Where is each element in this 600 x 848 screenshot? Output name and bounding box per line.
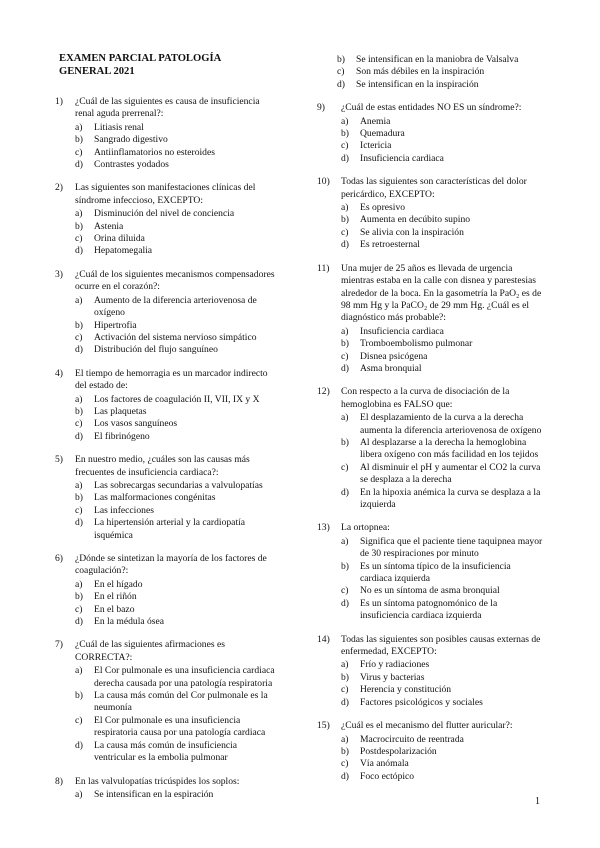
question-text: Todas las siguientes son posibles causas externas de enfermedad, EXCEPTO:	[341, 633, 541, 658]
question-body	[75, 96, 280, 171]
answer-option	[75, 505, 280, 517]
answer-option	[341, 128, 545, 140]
answer-option	[337, 79, 545, 91]
option-text: En el hígado	[94, 578, 143, 590]
option-text: En el bazo	[94, 603, 135, 615]
option-letter: b)	[341, 436, 349, 448]
answer-option	[75, 517, 280, 542]
answer-option	[75, 665, 280, 690]
option-letter: a)	[341, 325, 349, 337]
question-text: En las valvulopatías tricúspides los soplos:	[75, 775, 240, 787]
answer-option	[75, 740, 280, 765]
question-body	[341, 634, 545, 709]
question-item	[317, 54, 545, 91]
option-text: Antiinflamatorios no esteroides	[94, 146, 215, 158]
question-body	[337, 54, 545, 91]
option-text: Insuficiencia cardiaca	[360, 152, 444, 164]
option-letter: c)	[75, 331, 83, 343]
option-letter: a)	[75, 788, 83, 800]
option-text: Es opresivo	[360, 202, 406, 214]
answer-option	[75, 616, 280, 628]
option-letter: c)	[75, 146, 83, 158]
option-text: Es un síntoma típico de la insuficiencia cardiaca izquierda	[360, 560, 511, 585]
option-text: Quemadura	[360, 128, 405, 140]
option-text: Sangrado digestivo	[94, 134, 168, 146]
option-text: Litiasis renal	[94, 121, 144, 133]
option-text: Herencia y constitución	[360, 684, 452, 696]
answer-option	[75, 159, 280, 171]
answer-option	[341, 326, 545, 338]
answer-option	[75, 431, 280, 443]
option-text: El Cor pulmonale es una insuficiencia respiratoria causa por una patología cardiaca	[94, 714, 266, 739]
answer-option	[341, 412, 545, 437]
question-number: 4)	[55, 367, 63, 379]
option-letter: c)	[75, 233, 83, 245]
option-text: En el riñón	[94, 591, 137, 603]
option-text: Aumenta en decúbito supino	[360, 214, 471, 226]
question-text: ¿Dónde se sintetizan la mayoría de los factores de coagulación?:	[75, 553, 267, 577]
option-letter: c)	[341, 461, 349, 473]
answer-option	[341, 659, 545, 671]
right-question-list	[317, 54, 545, 783]
answer-option	[341, 771, 545, 783]
question-item	[55, 269, 280, 357]
answer-option	[341, 561, 545, 586]
option-letter: d)	[75, 430, 83, 442]
option-text: Disnea psicógena	[360, 350, 428, 362]
question-item	[317, 386, 545, 511]
option-letter: b)	[75, 492, 83, 504]
option-text: Los vasos sanguíneos	[94, 418, 178, 430]
answer-option	[341, 351, 545, 363]
option-text: Las malformaciones congénitas	[94, 492, 216, 504]
question-number: 2)	[55, 182, 63, 194]
answer-option	[341, 758, 545, 770]
answer-option	[337, 66, 545, 78]
option-letter: b)	[75, 591, 83, 603]
option-text: Ictericia	[360, 140, 392, 152]
option-text: Postdespolarización	[360, 745, 437, 757]
question-body	[341, 522, 545, 622]
answer-option	[341, 202, 545, 214]
question-item	[317, 263, 545, 376]
question-text: ¿Cuál es el mecanismo del flutter auricular?:	[341, 720, 513, 732]
question-number: 10)	[317, 176, 330, 188]
question-body	[75, 182, 280, 257]
answer-option	[341, 214, 545, 226]
option-letter: b)	[341, 214, 349, 226]
question-text: La ortopnea:	[341, 522, 390, 534]
answer-option	[75, 690, 280, 715]
exam-title-line1: EXAMEN PARCIAL PATOLOGÍA	[59, 53, 222, 64]
question-body	[341, 386, 545, 511]
question-body	[75, 454, 280, 542]
answer-option	[75, 789, 280, 801]
option-letter: c)	[341, 585, 349, 597]
answer-option	[341, 684, 545, 696]
option-text: Se alivia con la inspiración	[360, 226, 464, 238]
answer-option	[75, 604, 280, 616]
option-text: El fibrinógeno	[94, 430, 150, 442]
answer-option	[75, 418, 280, 430]
option-text: En la médula ósea	[94, 616, 165, 628]
answer-option	[75, 221, 280, 233]
answer-option	[75, 134, 280, 146]
option-letter: d)	[341, 239, 349, 251]
option-letter: c)	[75, 714, 83, 726]
option-letter: b)	[341, 338, 349, 350]
option-text: Son más débiles en la inspiración	[356, 66, 485, 78]
question-text: Con respecto a la curva de disociación de la hemoglobina es FALSO que:	[341, 386, 510, 410]
left-question-list	[55, 96, 280, 801]
option-text: Orina diluida	[94, 233, 145, 245]
answer-option	[75, 344, 280, 356]
option-letter: c)	[341, 758, 349, 770]
option-letter: d)	[75, 517, 83, 529]
question-text: ¿Cuál de las siguientes afirmaciones es CORRECTA?:	[75, 639, 225, 663]
question-item	[55, 182, 280, 257]
question-item	[55, 368, 280, 443]
question-number	[317, 54, 337, 91]
answer-option	[341, 363, 545, 375]
question-body	[75, 776, 280, 802]
question-text: ¿Cuál de las siguientes es causa de insuficiencia renal aguda prerrenal?:	[75, 96, 260, 120]
question-text: ¿Cuál de estas entidades NO ES un síndrome?:	[341, 102, 522, 114]
option-letter: a)	[75, 578, 83, 590]
option-text: Asma bronquial	[360, 362, 422, 374]
option-letter: b)	[75, 405, 83, 417]
option-text: Macrocircuito de reentrada	[360, 733, 464, 745]
option-text: Se intensifican en la inspiración	[356, 78, 479, 90]
option-letter: b)	[341, 671, 349, 683]
question-body	[75, 639, 280, 764]
answer-option	[337, 54, 545, 66]
question-number: 14)	[317, 633, 330, 645]
option-text: Vía anómala	[360, 758, 409, 770]
option-letter: b)	[75, 220, 83, 232]
exam-title-line2: GENERAL 2021	[59, 66, 135, 77]
question-item	[55, 776, 280, 802]
question-text: Una mujer de 25 años es llevada de urgencia mientras estaba en la calle con disnea y parestesias alrededor de la boca. En la gasometría la PaO₂ es de 98 mm Hg y la PaCO₂ de 29 mm Hg. ¿Cuál es el diagnóstico más probable?:	[341, 262, 542, 324]
option-letter: d)	[75, 344, 83, 356]
option-text: El Cor pulmonale es una insuficiencia cardiaca derecha causada por una patología respiratoria	[94, 665, 275, 689]
question-body	[341, 102, 545, 165]
option-letter: a)	[341, 659, 349, 671]
answer-option	[341, 338, 545, 350]
option-text: Contrastes yodados	[94, 159, 169, 171]
question-text: En nuestro medio, ¿cuáles son las causas más frecuentes de insuficiencia cardiaca?:	[75, 454, 250, 478]
option-text: Anemia	[360, 115, 391, 127]
option-text: Se intensifican en la espiración	[94, 788, 214, 800]
option-letter: a)	[341, 202, 349, 214]
option-text: Hepatomegalia	[94, 245, 153, 257]
option-text: Las sobrecargas secundarias a valvulopatías	[94, 479, 263, 491]
option-text: Hipertrofia	[94, 319, 137, 331]
answer-option	[341, 437, 545, 462]
option-letter: d)	[341, 597, 349, 609]
question-number: 9)	[317, 102, 325, 114]
answer-option	[341, 672, 545, 684]
option-text: Al desplazarse a la derecha la hemoglobina libera oxígeno con más facilidad en los tejidos	[360, 436, 539, 461]
option-text: Distribución del flujo sanguíneo	[94, 344, 218, 356]
question-body	[341, 263, 545, 376]
question-number: 15)	[317, 720, 330, 732]
option-letter: d)	[341, 486, 349, 498]
option-text: La hipertensión arterial y la cardiopatía isquémica	[94, 517, 246, 541]
answer-option	[75, 394, 280, 406]
option-letter: c)	[341, 350, 349, 362]
question-number: 11)	[317, 262, 330, 274]
option-letter: a)	[341, 115, 349, 127]
question-item	[55, 639, 280, 764]
option-text: Insuficiencia cardiaca	[360, 325, 444, 337]
answer-option	[75, 147, 280, 159]
option-text: Es retroesternal	[360, 239, 420, 251]
option-letter: b)	[75, 319, 83, 331]
question-item	[317, 102, 545, 165]
question-text: ¿Cuál de los siguientes mecanismos compensadores ocurre en el corazón?:	[75, 268, 275, 293]
option-text: Las infecciones	[94, 504, 154, 516]
option-letter: d)	[75, 245, 83, 257]
option-letter: b)	[341, 560, 349, 572]
question-body	[341, 720, 545, 783]
option-letter: c)	[341, 140, 349, 152]
answer-option	[75, 245, 280, 257]
option-letter: b)	[337, 54, 345, 65]
answer-option	[75, 715, 280, 740]
question-body	[75, 368, 280, 443]
question-body	[75, 553, 280, 628]
option-letter: d)	[75, 739, 83, 751]
question-number: 3)	[55, 268, 63, 280]
answer-option	[341, 153, 545, 165]
option-text: Virus y bacterias	[360, 671, 425, 683]
option-letter: a)	[75, 208, 83, 220]
answer-option	[341, 734, 545, 746]
option-text: Las plaquetas	[94, 405, 147, 417]
question-number: 7)	[55, 639, 63, 651]
answer-option	[341, 227, 545, 239]
option-letter: d)	[337, 78, 345, 90]
left-column	[55, 52, 280, 812]
option-letter: a)	[75, 665, 83, 677]
option-letter: d)	[75, 616, 83, 628]
option-letter: d)	[75, 159, 83, 171]
option-text: Astenia	[94, 220, 124, 232]
answer-option	[341, 697, 545, 709]
option-letter: d)	[341, 362, 349, 374]
option-letter: a)	[341, 412, 349, 424]
question-body	[75, 269, 280, 357]
option-letter: b)	[341, 745, 349, 757]
question-number: 12)	[317, 386, 330, 398]
option-text: Disminución del nivel de conciencia	[94, 208, 235, 220]
option-text: Es un síntoma patognomónico de la insuficiencia cardiaca izquierda	[360, 597, 498, 622]
option-text: Al disminuir el pH y aumentar el CO2 la curva se desplaza a la derecha	[360, 461, 541, 486]
exam-title	[59, 52, 280, 78]
question-text: Las siguientes son manifestaciones clínicas del síndrome infeccioso, EXCEPTO:	[75, 182, 256, 206]
option-letter: c)	[341, 684, 349, 696]
option-text: Activación del sistema nervioso simpático	[94, 331, 257, 343]
option-letter: d)	[341, 696, 349, 708]
answer-option	[75, 406, 280, 418]
answer-option	[341, 585, 545, 597]
option-text: Tromboembolismo pulmonar	[360, 338, 473, 350]
option-text: Frío y radiaciones	[360, 659, 430, 671]
question-body	[341, 176, 545, 251]
option-text: Foco ectópico	[360, 770, 415, 782]
option-letter: a)	[75, 121, 83, 133]
answer-option	[75, 320, 280, 332]
answer-option	[75, 591, 280, 603]
answer-option	[341, 487, 545, 512]
question-item	[317, 720, 545, 783]
option-letter: d)	[341, 770, 349, 782]
question-text: El tiempo de hemorragia es un marcador indirecto del estado de:	[75, 367, 268, 392]
option-text: Se intensifican en la maniobra de Valsalva	[356, 54, 519, 65]
question-item	[317, 634, 545, 709]
option-letter: a)	[75, 294, 83, 306]
option-letter: c)	[337, 66, 345, 78]
option-text: Los factores de coagulación II, VII, IX y X	[94, 393, 260, 405]
question-number: 13)	[317, 522, 330, 534]
question-number: 8)	[55, 775, 63, 787]
option-letter: b)	[75, 690, 83, 702]
question-item	[55, 454, 280, 542]
question-item	[55, 96, 280, 171]
option-letter: a)	[75, 393, 83, 405]
answer-option	[341, 536, 545, 561]
answer-option	[341, 140, 545, 152]
answer-option	[75, 208, 280, 220]
question-item	[317, 522, 545, 622]
option-text: Significa que el paciente tiene taquipnea mayor de 30 respiraciones por minuto	[360, 535, 543, 560]
option-letter: a)	[341, 535, 349, 547]
option-letter: b)	[341, 128, 349, 140]
answer-option	[75, 492, 280, 504]
question-item	[55, 553, 280, 628]
answer-option	[341, 746, 545, 758]
answer-option	[75, 233, 280, 245]
option-text: Factores psicológicos y sociales	[360, 696, 483, 708]
option-text: Aumento de la diferencia arteriovenosa de oxígeno	[94, 294, 257, 319]
question-text: Todas las siguientes son características del dolor pericárdico, EXCEPTO:	[341, 176, 527, 200]
option-letter: a)	[341, 733, 349, 745]
answer-option	[341, 116, 545, 128]
option-letter: c)	[75, 418, 83, 430]
option-letter: c)	[341, 226, 349, 238]
option-letter: c)	[75, 603, 83, 615]
option-text: La causa más común del Cor pulmonale es la neumonía	[94, 690, 268, 714]
answer-option	[75, 332, 280, 344]
option-letter: c)	[75, 504, 83, 516]
option-letter: a)	[75, 479, 83, 491]
option-text: En la hipoxia anémica la curva se desplaza a la izquierda	[360, 486, 541, 510]
answer-option	[75, 295, 280, 320]
page-number: 1	[535, 796, 540, 807]
option-text: La causa más común de insuficiencia ventricular es la embolia pulmonar	[94, 739, 238, 764]
answer-option	[75, 122, 280, 134]
option-letter: b)	[75, 134, 83, 146]
answer-option	[341, 598, 545, 623]
option-letter: d)	[341, 152, 349, 164]
answer-option	[341, 462, 545, 487]
question-item	[317, 176, 545, 251]
right-column	[317, 52, 545, 794]
answer-option	[341, 239, 545, 251]
question-number: 5)	[55, 454, 63, 466]
answer-option	[75, 480, 280, 492]
option-text: No es un síntoma de asma bronquial	[360, 585, 500, 597]
question-number: 6)	[55, 553, 63, 564]
answer-option	[75, 579, 280, 591]
option-text: El desplazamiento de la curva a la derecha aumenta la diferencia arteriovenosa de oxígeno	[360, 412, 542, 436]
question-number: 1)	[55, 96, 63, 107]
